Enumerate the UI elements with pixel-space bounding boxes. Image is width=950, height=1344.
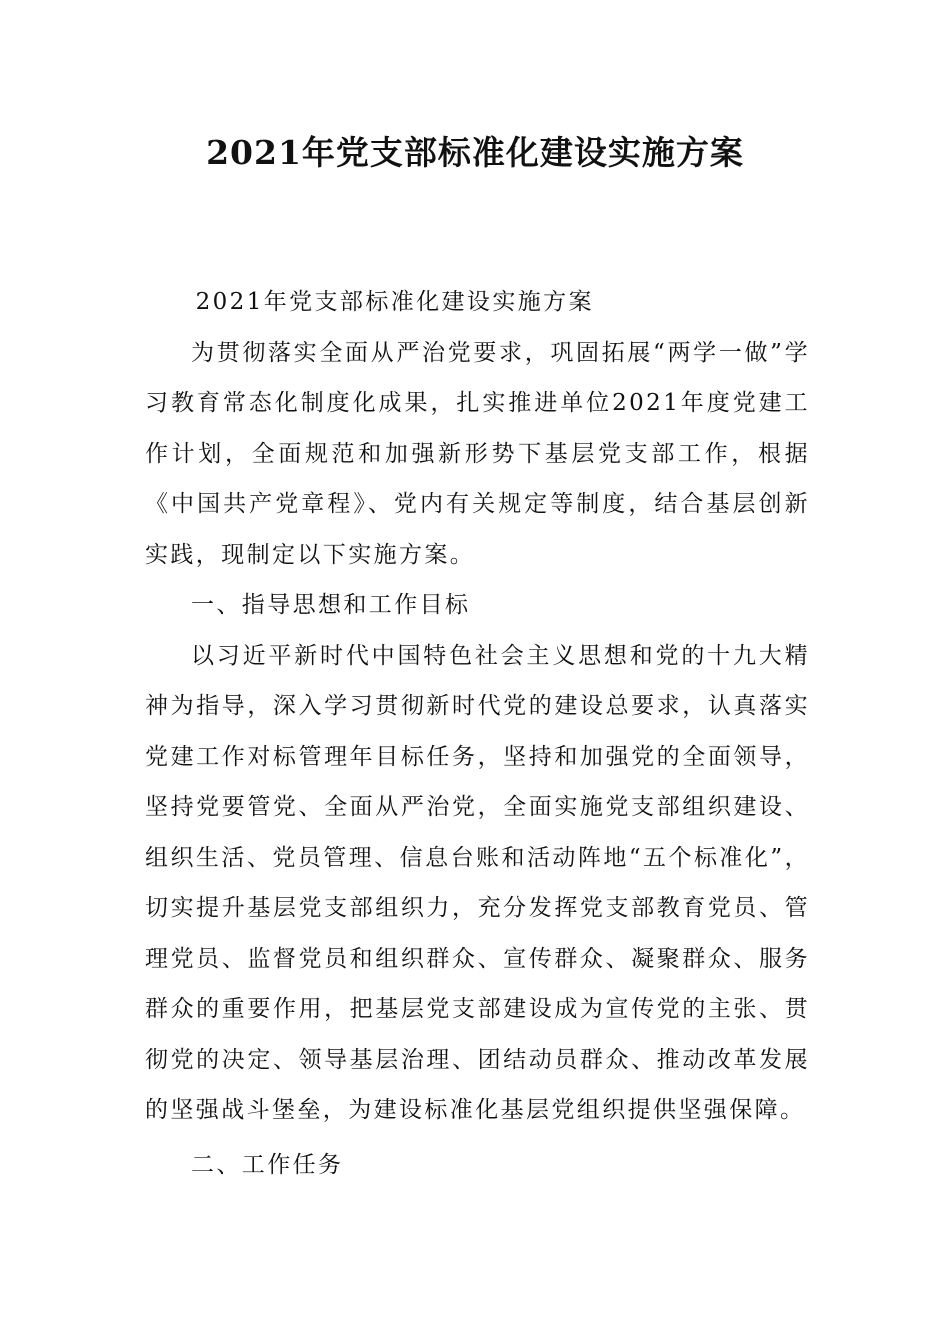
guiding-ideology-paragraph: 以习近平新时代中国特色社会主义思想和党的十九大精神为指导，深入学习贯彻新时代党的建设总要求，认真落实党建工作对标管理年目标任务，坚持和加强党的全面领导，坚持党要管党、全面从严治党，全面实施党支部组织建设、组织生活、党员管理、信息台账和活动阵地“五个标准化”，切实提升基层党支部组织力，充分发挥党支部教育党员、管理党员、监督党员和组织群众、宣传群众、凝聚群众、服务群众的重要作用，把基层党支部建设成为宣传党的主张、贯彻党的决定、领导基层治理、团结动员群众、推动改革发展的坚强战斗堡垒，为建设标准化基层党组织提供坚强保障。 xyxy=(145,642,810,1123)
section-heading-work-tasks: 二、工作任务 xyxy=(191,1151,344,1178)
document-body xyxy=(145,277,810,1190)
section-heading-guiding-ideology: 一、指导思想和工作目标 xyxy=(191,592,471,618)
document-title: 2021年党支部标准化建设实施方案 xyxy=(206,133,744,172)
document-subtitle: 2021年党支部标准化建设实施方案 xyxy=(195,289,594,315)
intro-paragraph: 为贯彻落实全面从严治党要求，巩固拓展“两学一做”学习教育常态化制度化成果，扎实推进单位2021年度党建工作计划，全面规范和加强新形势下基层党支部工作，根据《中国共产党章程》、党内有关规定等制度，结合基层创新实践，现制定以下实施方案。 xyxy=(145,339,810,568)
